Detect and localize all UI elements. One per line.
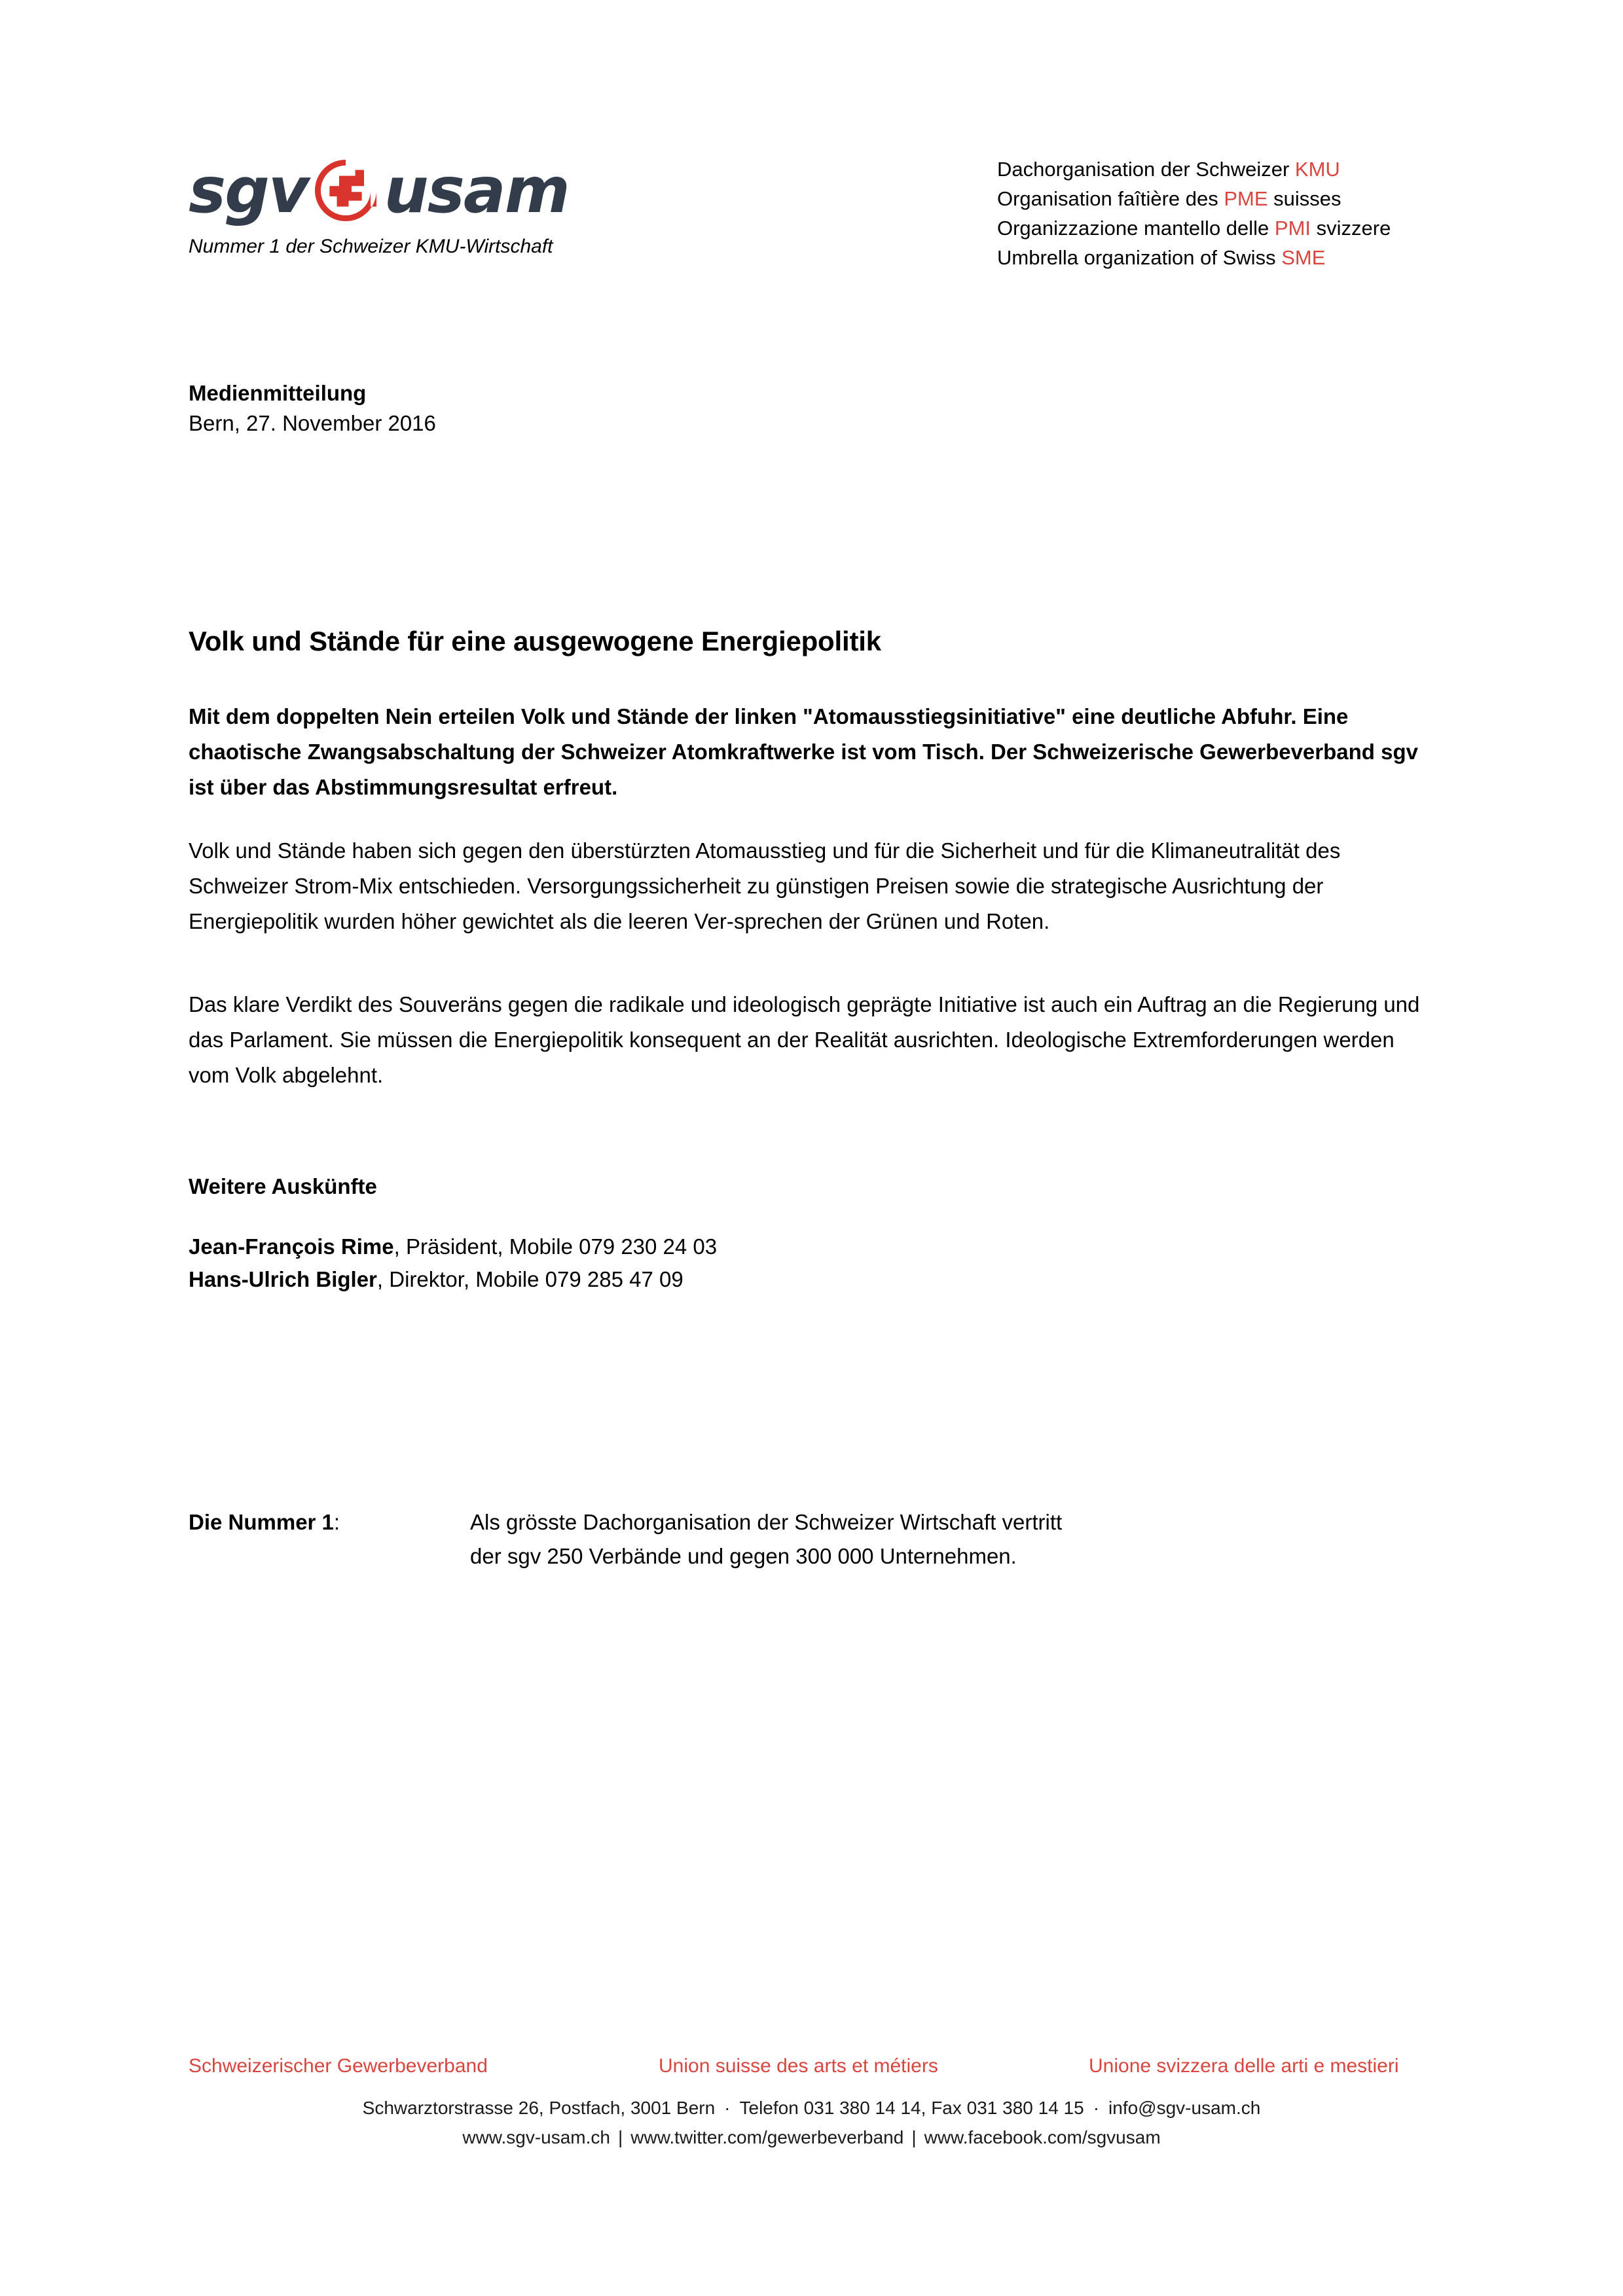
contact-details: , Direktor, Mobile 079 285 47 09 <box>376 1267 684 1291</box>
footer-separator-dot: · <box>724 2098 731 2118</box>
boilerplate-label-bold: Die Nummer 1 <box>189 1510 334 1534</box>
header-lang-it-prefix: Organizzazione mantello delle <box>997 217 1275 240</box>
contact-row <box>189 1230 717 1263</box>
footer-pipe-separator: | <box>911 2127 917 2147</box>
footer-separator-dot: · <box>1093 2098 1100 2118</box>
header-lang-en-accent: SME <box>1281 246 1326 269</box>
header-language-line-it <box>997 213 1391 243</box>
footer-email-link[interactable]: info@sgv-usam.ch <box>1108 2098 1261 2118</box>
document-footer <box>0 2055 1623 2152</box>
document-meta <box>189 378 436 439</box>
footer-org-it: Unione svizzera delle arti e mestieri <box>1089 2055 1399 2077</box>
footer-org-fr: Union suisse des arts et métiers <box>659 2055 938 2077</box>
boilerplate-line-1: Als grösste Dachorganisation der Schweizer Wirtschaft vertritt <box>470 1510 1063 1534</box>
footer-org-de: Schweizerischer Gewerbeverband <box>189 2055 488 2077</box>
header-lang-fr-accent: PME <box>1224 187 1268 210</box>
body-paragraph-2: Das klare Verdikt des Souveräns gegen die radikale und ideologisch geprägte Initiative ist auch ein Auftrag an die Regierung und das Parlament. Sie müssen die Energiepolitik konsequent an der Realität ausrichten. Ideologische Extremforderungen werden vom Volk abgelehnt. <box>189 992 1420 1087</box>
boilerplate-label-colon: : <box>333 1510 340 1534</box>
logo-mark <box>189 152 594 229</box>
header-lang-fr-suffix: suisses <box>1267 187 1341 210</box>
footer-address: Schwarztorstrasse 26, Postfach, 3001 Bern <box>362 2098 716 2118</box>
boilerplate-block <box>189 1505 1367 1573</box>
header-lang-de-prefix: Dachorganisation der Schweizer <box>997 158 1295 181</box>
header-lang-de-accent: KMU <box>1294 158 1340 181</box>
header-lang-en-prefix: Umbrella organization of Swiss <box>997 246 1282 269</box>
footer-phone: Telefon 031 380 14 14, Fax 031 380 14 15 <box>739 2098 1084 2118</box>
sgv-usam-logo <box>189 152 594 258</box>
contact-name: Hans-Ulrich Bigler <box>189 1267 377 1291</box>
header-language-line-en <box>997 243 1391 272</box>
header-lang-it-suffix: svizzere <box>1311 217 1391 240</box>
place-and-date: Bern, 27. November 2016 <box>189 411 436 435</box>
footer-address-line <box>0 2093 1623 2123</box>
document-header <box>0 0 1623 308</box>
document-type-label: Medienmitteilung <box>189 381 367 405</box>
footer-pipe-separator: | <box>617 2127 623 2147</box>
header-lang-fr-prefix: Organisation faîtière des <box>997 187 1224 210</box>
header-language-line-de <box>997 154 1391 184</box>
header-language-block <box>997 154 1391 272</box>
logo-word-usam: usam <box>384 154 569 227</box>
footer-contact-lines <box>0 2093 1623 2152</box>
boilerplate-label <box>189 1505 470 1573</box>
contact-details: , Präsident, Mobile 079 230 24 03 <box>393 1234 718 1259</box>
contact-name: Jean-François Rime <box>189 1234 394 1259</box>
lead-paragraph: Mit dem doppelten Nein erteilen Volk und Stände der linken "Atomausstiegsinitiative" eine deutliche Abfuhr. Eine chaotische Zwangsabschaltung der Schweizer Atomkraftwerke ist vom Tisch. Der Schweizerische Gewerbeverband sgv ist über das Abstimmungsresultat erfreut. <box>189 704 1418 799</box>
logo-word-sgv: sgv <box>189 154 308 227</box>
footer-website-link[interactable]: www.sgv-usam.ch <box>462 2127 610 2147</box>
contacts-heading: Weitere Auskünfte <box>189 1174 377 1198</box>
boilerplate-line-2: der sgv 250 Verbände und gegen 300 000 Unternehmen. <box>470 1544 1017 1568</box>
header-lang-it-accent: PMI <box>1274 217 1311 240</box>
footer-twitter-link[interactable]: www.twitter.com/gewerbeverband <box>630 2127 904 2147</box>
footer-organization-names <box>189 2055 1449 2084</box>
footer-links-line <box>0 2123 1623 2152</box>
body-paragraph-1: Volk und Stände haben sich gegen den überstürzten Atomausstieg und für die Sicherheit und für die Klimaneutralität des Schweizer Strom-Mix entschieden. Versorgungssicherheit zu günstigen Preisen sowie die strategische Ausrichtung der Energiepolitik wurden höher gewichtet als die leeren Ver-sprechen der Grünen und Roten. <box>189 838 1341 933</box>
boilerplate-text <box>470 1505 1367 1573</box>
logo-tagline: Nummer 1 der Schweizer KMU-Wirtschaft <box>189 236 553 257</box>
contacts-list <box>189 1230 717 1296</box>
page-title: Volk und Stände für eine ausgewogene Energiepolitik <box>189 626 881 657</box>
sgv-usam-emblem-icon <box>309 154 382 227</box>
footer-facebook-link[interactable]: www.facebook.com/sgvusam <box>924 2127 1161 2147</box>
header-language-line-fr <box>997 184 1391 213</box>
contact-row <box>189 1263 717 1296</box>
